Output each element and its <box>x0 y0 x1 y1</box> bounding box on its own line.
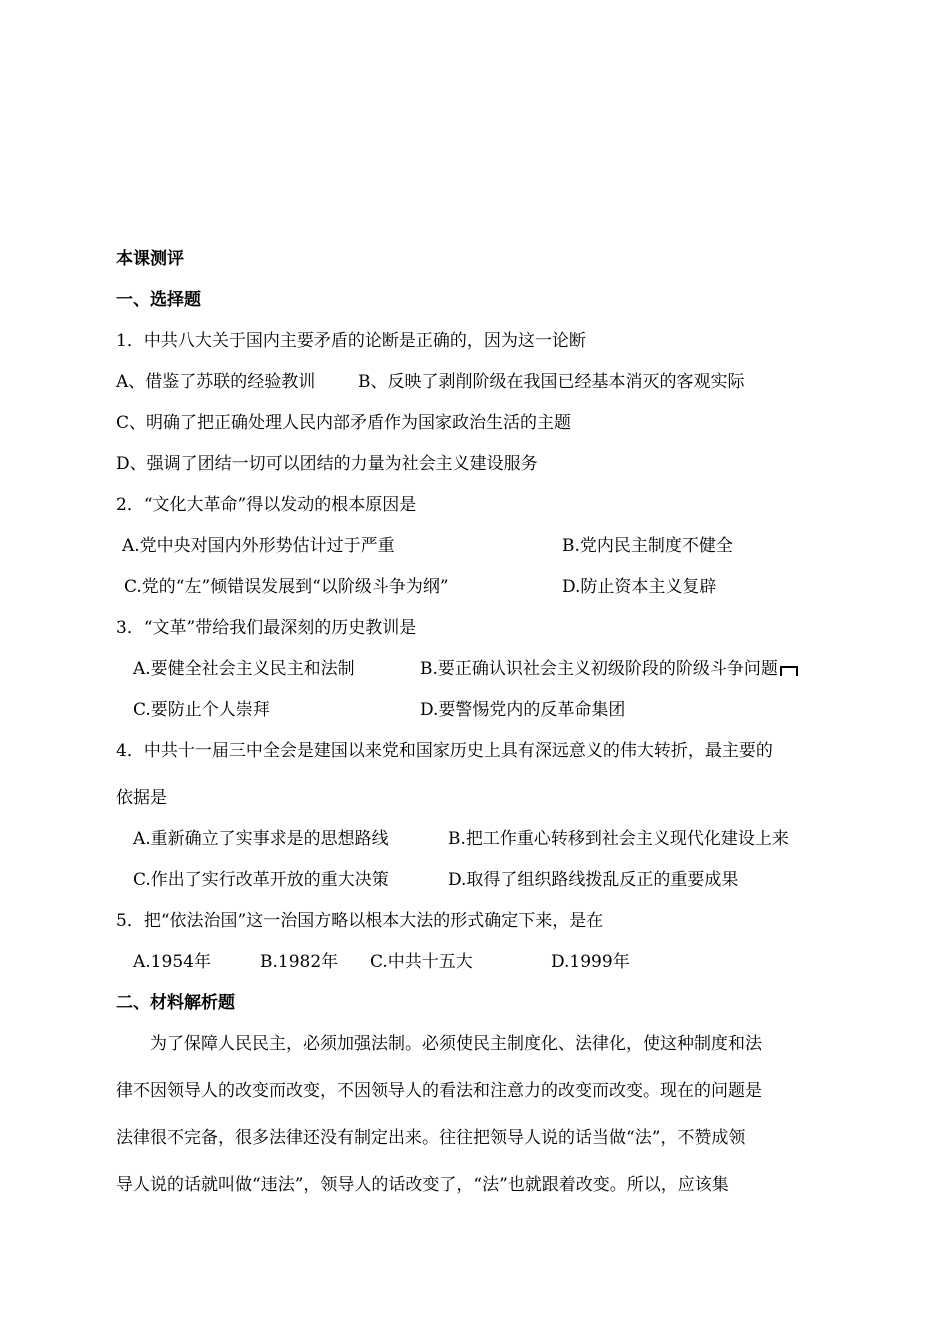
part2-title: 二、材料解析题 <box>116 993 235 1013</box>
question-4-option-b: B.把工作重心转移到社会主义现代化建设上来 <box>448 829 789 849</box>
question-5-option-c: C.中共十五大 <box>370 952 473 972</box>
question-3-option-b-wrap <box>420 658 798 680</box>
question-5-stem: 5．把“依法治国”这一治国方略以根本大法的形式确定下来，是在 <box>116 911 604 931</box>
question-5-option-a: A.1954年 <box>133 952 211 972</box>
section-title: 本课测评 <box>116 249 184 269</box>
question-1-option-d: D、强调了团结一切可以团结的力量为社会主义建设服务 <box>116 454 538 474</box>
question-2-stem: 2．“文化大革命”得以发动的根本原因是 <box>116 495 417 515</box>
question-3-stem: 3．“文革”带给我们最深刻的历史教训是 <box>116 618 417 638</box>
question-4-option-d: D.取得了组织路线拨乱反正的重要成果 <box>448 870 739 890</box>
question-1-option-a: A、借鉴了苏联的经验教训 <box>116 372 316 392</box>
question-4-stem: 4．中共十一届三中全会是建国以来党和国家历史上具有深远意义的伟大转折，最主要的 <box>116 741 773 761</box>
material-line-4: 导人说的话就叫做“违法”，领导人的话改变了，“法”也就跟着改变。所以，应该集 <box>116 1175 729 1195</box>
question-2-option-c: C.党的“左”倾错误发展到“以阶级斗争为纲” <box>124 577 449 597</box>
question-2-option-b: B.党内民主制度不健全 <box>562 536 733 556</box>
bracket-mark-icon <box>780 666 798 676</box>
question-5-option-d: D.1999年 <box>551 952 630 972</box>
material-line-3: 法律很不完备，很多法律还没有制定出来。往往把领导人说的话当做“法”，不赞成领 <box>116 1128 746 1148</box>
question-3-option-b: B.要正确认识社会主义初级阶段的阶级斗争问题 <box>420 659 778 679</box>
question-2-option-d: D.防止资本主义复辟 <box>562 577 717 597</box>
material-line-2: 律不因领导人的改变而改变，不因领导人的看法和注意力的改变而改变。现在的问题是 <box>116 1081 762 1101</box>
question-3-option-a: A.要健全社会主义民主和法制 <box>133 659 355 679</box>
material-line-1: 为了保障人民民主，必须加强法制。必须使民主制度化、法律化，使这种制度和法 <box>150 1034 762 1054</box>
question-2-option-a: A.党中央对国内外形势估计过于严重 <box>122 536 395 556</box>
question-3-option-c: C.要防止个人崇拜 <box>133 700 270 720</box>
question-1-option-c: C、明确了把正确处理人民内部矛盾作为国家政治生活的主题 <box>116 413 572 433</box>
question-1-stem: 1．中共八大关于国内主要矛盾的论断是正确的，因为这一论断 <box>116 331 586 351</box>
question-5-option-b: B.1982年 <box>260 952 339 972</box>
question-1-option-b: B、反映了剥削阶级在我国已经基本消灭的客观实际 <box>358 372 745 392</box>
question-4-stem-cont: 依据是 <box>116 788 167 808</box>
question-3-option-d: D.要警惕党内的反革命集团 <box>420 700 626 720</box>
question-4-option-a: A.重新确立了实事求是的思想路线 <box>133 829 389 849</box>
part1-title: 一、选择题 <box>116 290 201 310</box>
question-4-option-c: C.作出了实行改革开放的重大决策 <box>133 870 389 890</box>
